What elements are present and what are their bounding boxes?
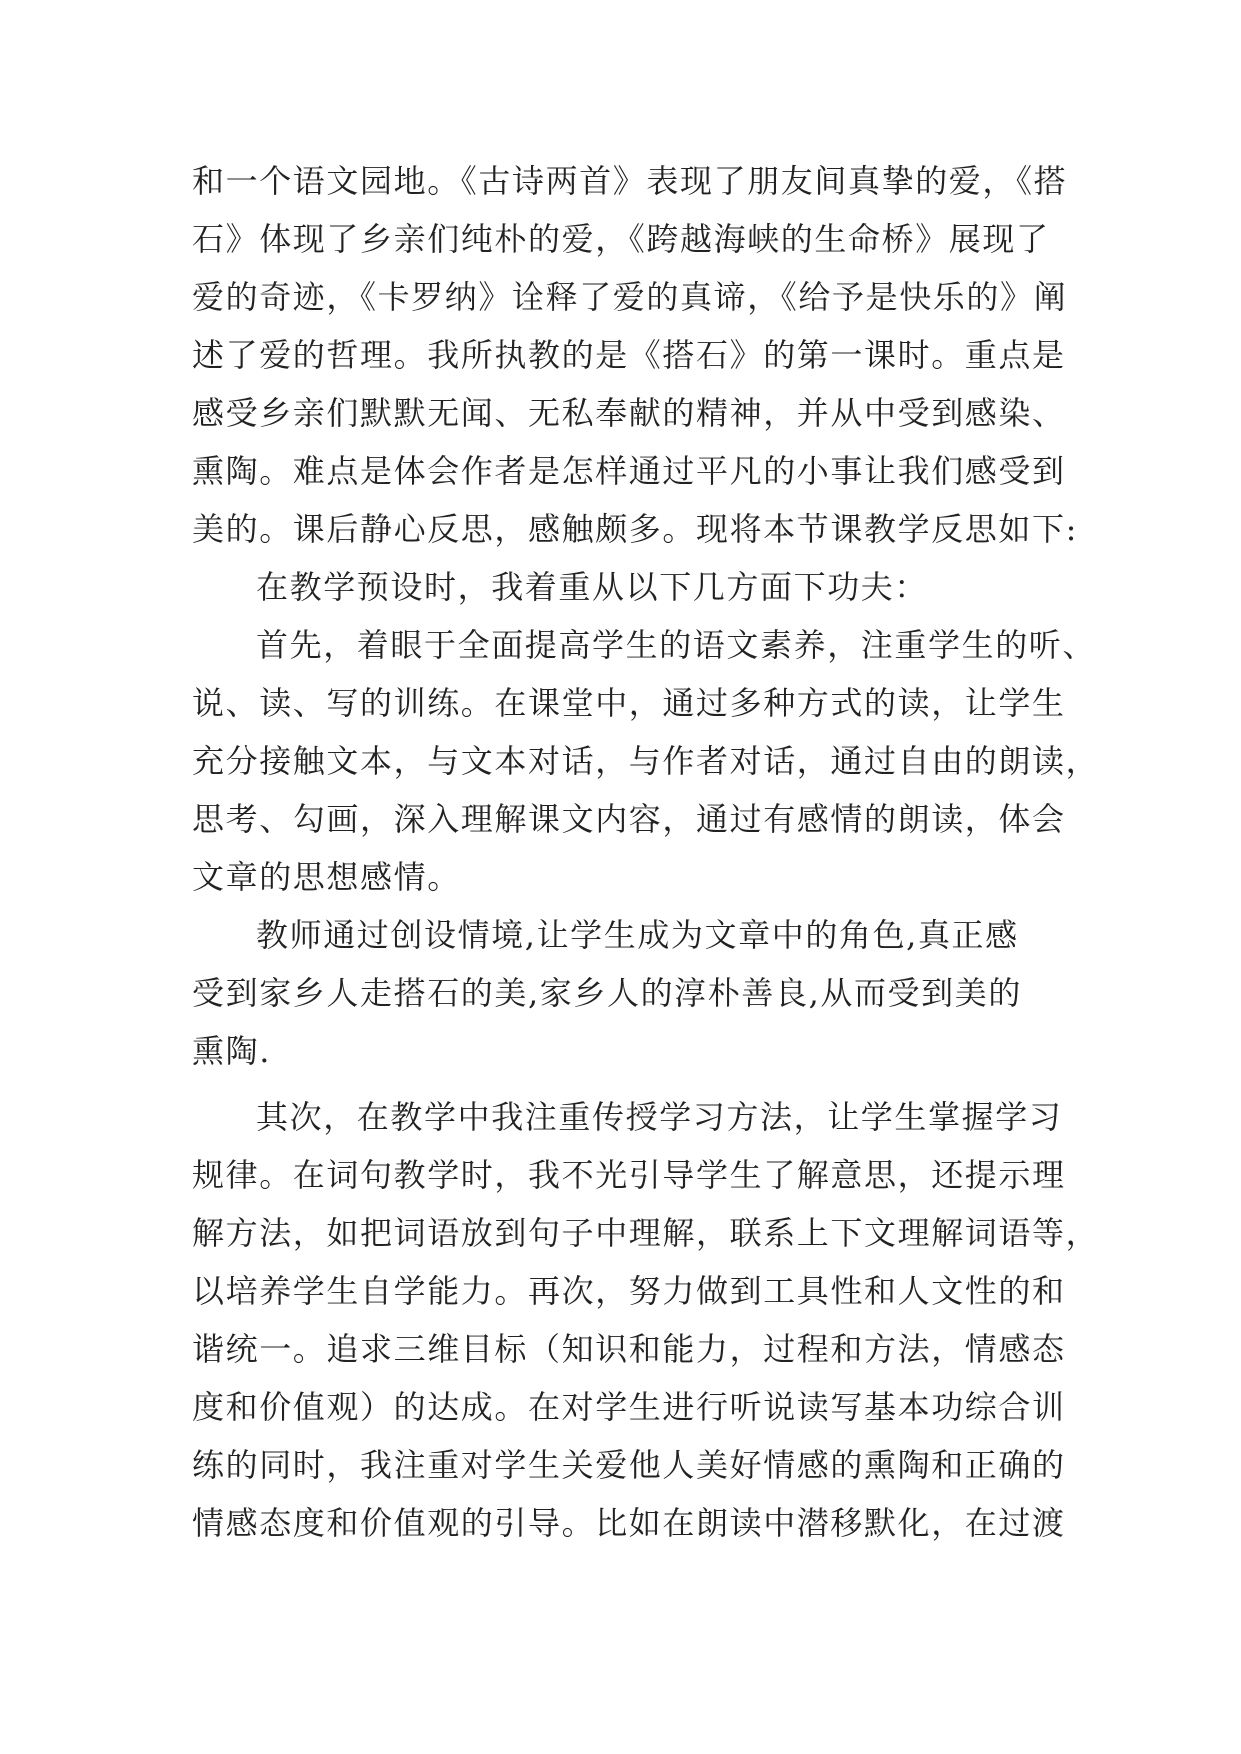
- text-line: 度和价值观）的达成。在对学生进行听说读写基本功综合训: [192, 1388, 1066, 1426]
- text-line: 以培养学生自学能力。再次，努力做到工具性和人文性的和: [192, 1272, 1066, 1310]
- paragraph-start-line: 首先，着眼于全面提高学生的语文素养，注重学生的听、: [256, 626, 1097, 664]
- text-line: 和一个语文园地。《古诗两首》表现了朋友间真挚的爱，《搭: [192, 162, 1068, 200]
- text-line: 爱的奇迹，《卡罗纳》诠释了爱的真谛，《给予是快乐的》阐: [192, 278, 1068, 316]
- text-line: 解方法，如把词语放到句子中理解，联系上下文理解词语等，: [192, 1214, 1100, 1252]
- text-line: 受到家乡人走搭石的美,家乡人的淳朴善良,从而受到美的: [192, 974, 1022, 1012]
- text-line: 说、读、写的训练。在课堂中，通过多种方式的读，让学生: [192, 684, 1066, 722]
- text-line: 谐统一。追求三维目标（知识和能力，过程和方法，情感态: [192, 1330, 1066, 1368]
- text-line: 感受乡亲们默默无闻、无私奉献的精神，并从中受到感染、: [192, 394, 1066, 432]
- text-line: 情感态度和价值观的引导。比如在朗读中潜移默化，在过渡: [192, 1504, 1066, 1542]
- text-line: 石》体现了乡亲们纯朴的爱，《跨越海峡的生命桥》展现了: [192, 220, 1050, 258]
- paragraph-start-line: 其次，在教学中我注重传授学习方法，让学生掌握学习: [256, 1098, 1063, 1136]
- text-line: 规律。在词句教学时，我不光引导学生了解意思，还提示理: [192, 1156, 1066, 1194]
- text-line: 充分接触文本，与文本对话，与作者对话，通过自由的朗读，: [192, 742, 1100, 780]
- paragraph-start-line: 教师通过创设情境,让学生成为文章中的角色,真正感: [256, 916, 1019, 954]
- text-line: 述了爱的哲理。我所执教的是《搭石》的第一课时。重点是: [192, 336, 1066, 374]
- text-line: 熏陶。难点是体会作者是怎样通过平凡的小事让我们感受到: [192, 452, 1066, 490]
- text-line: 文章的思想感情。: [192, 858, 461, 896]
- text-line: 熏陶.: [192, 1032, 271, 1070]
- text-line: 美的。课后静心反思，感触颇多。现将本节课教学反思如下:: [192, 510, 1078, 548]
- paragraph-start-line: 在教学预设时，我着重从以下几方面下功夫：: [256, 568, 929, 606]
- body-text: [192, 152, 1100, 1552]
- text-line: 练的同时，我注重对学生关爱他人美好情感的熏陶和正确的: [192, 1446, 1066, 1484]
- text-line: 思考、勾画，深入理解课文内容，通过有感情的朗读，体会: [192, 800, 1066, 838]
